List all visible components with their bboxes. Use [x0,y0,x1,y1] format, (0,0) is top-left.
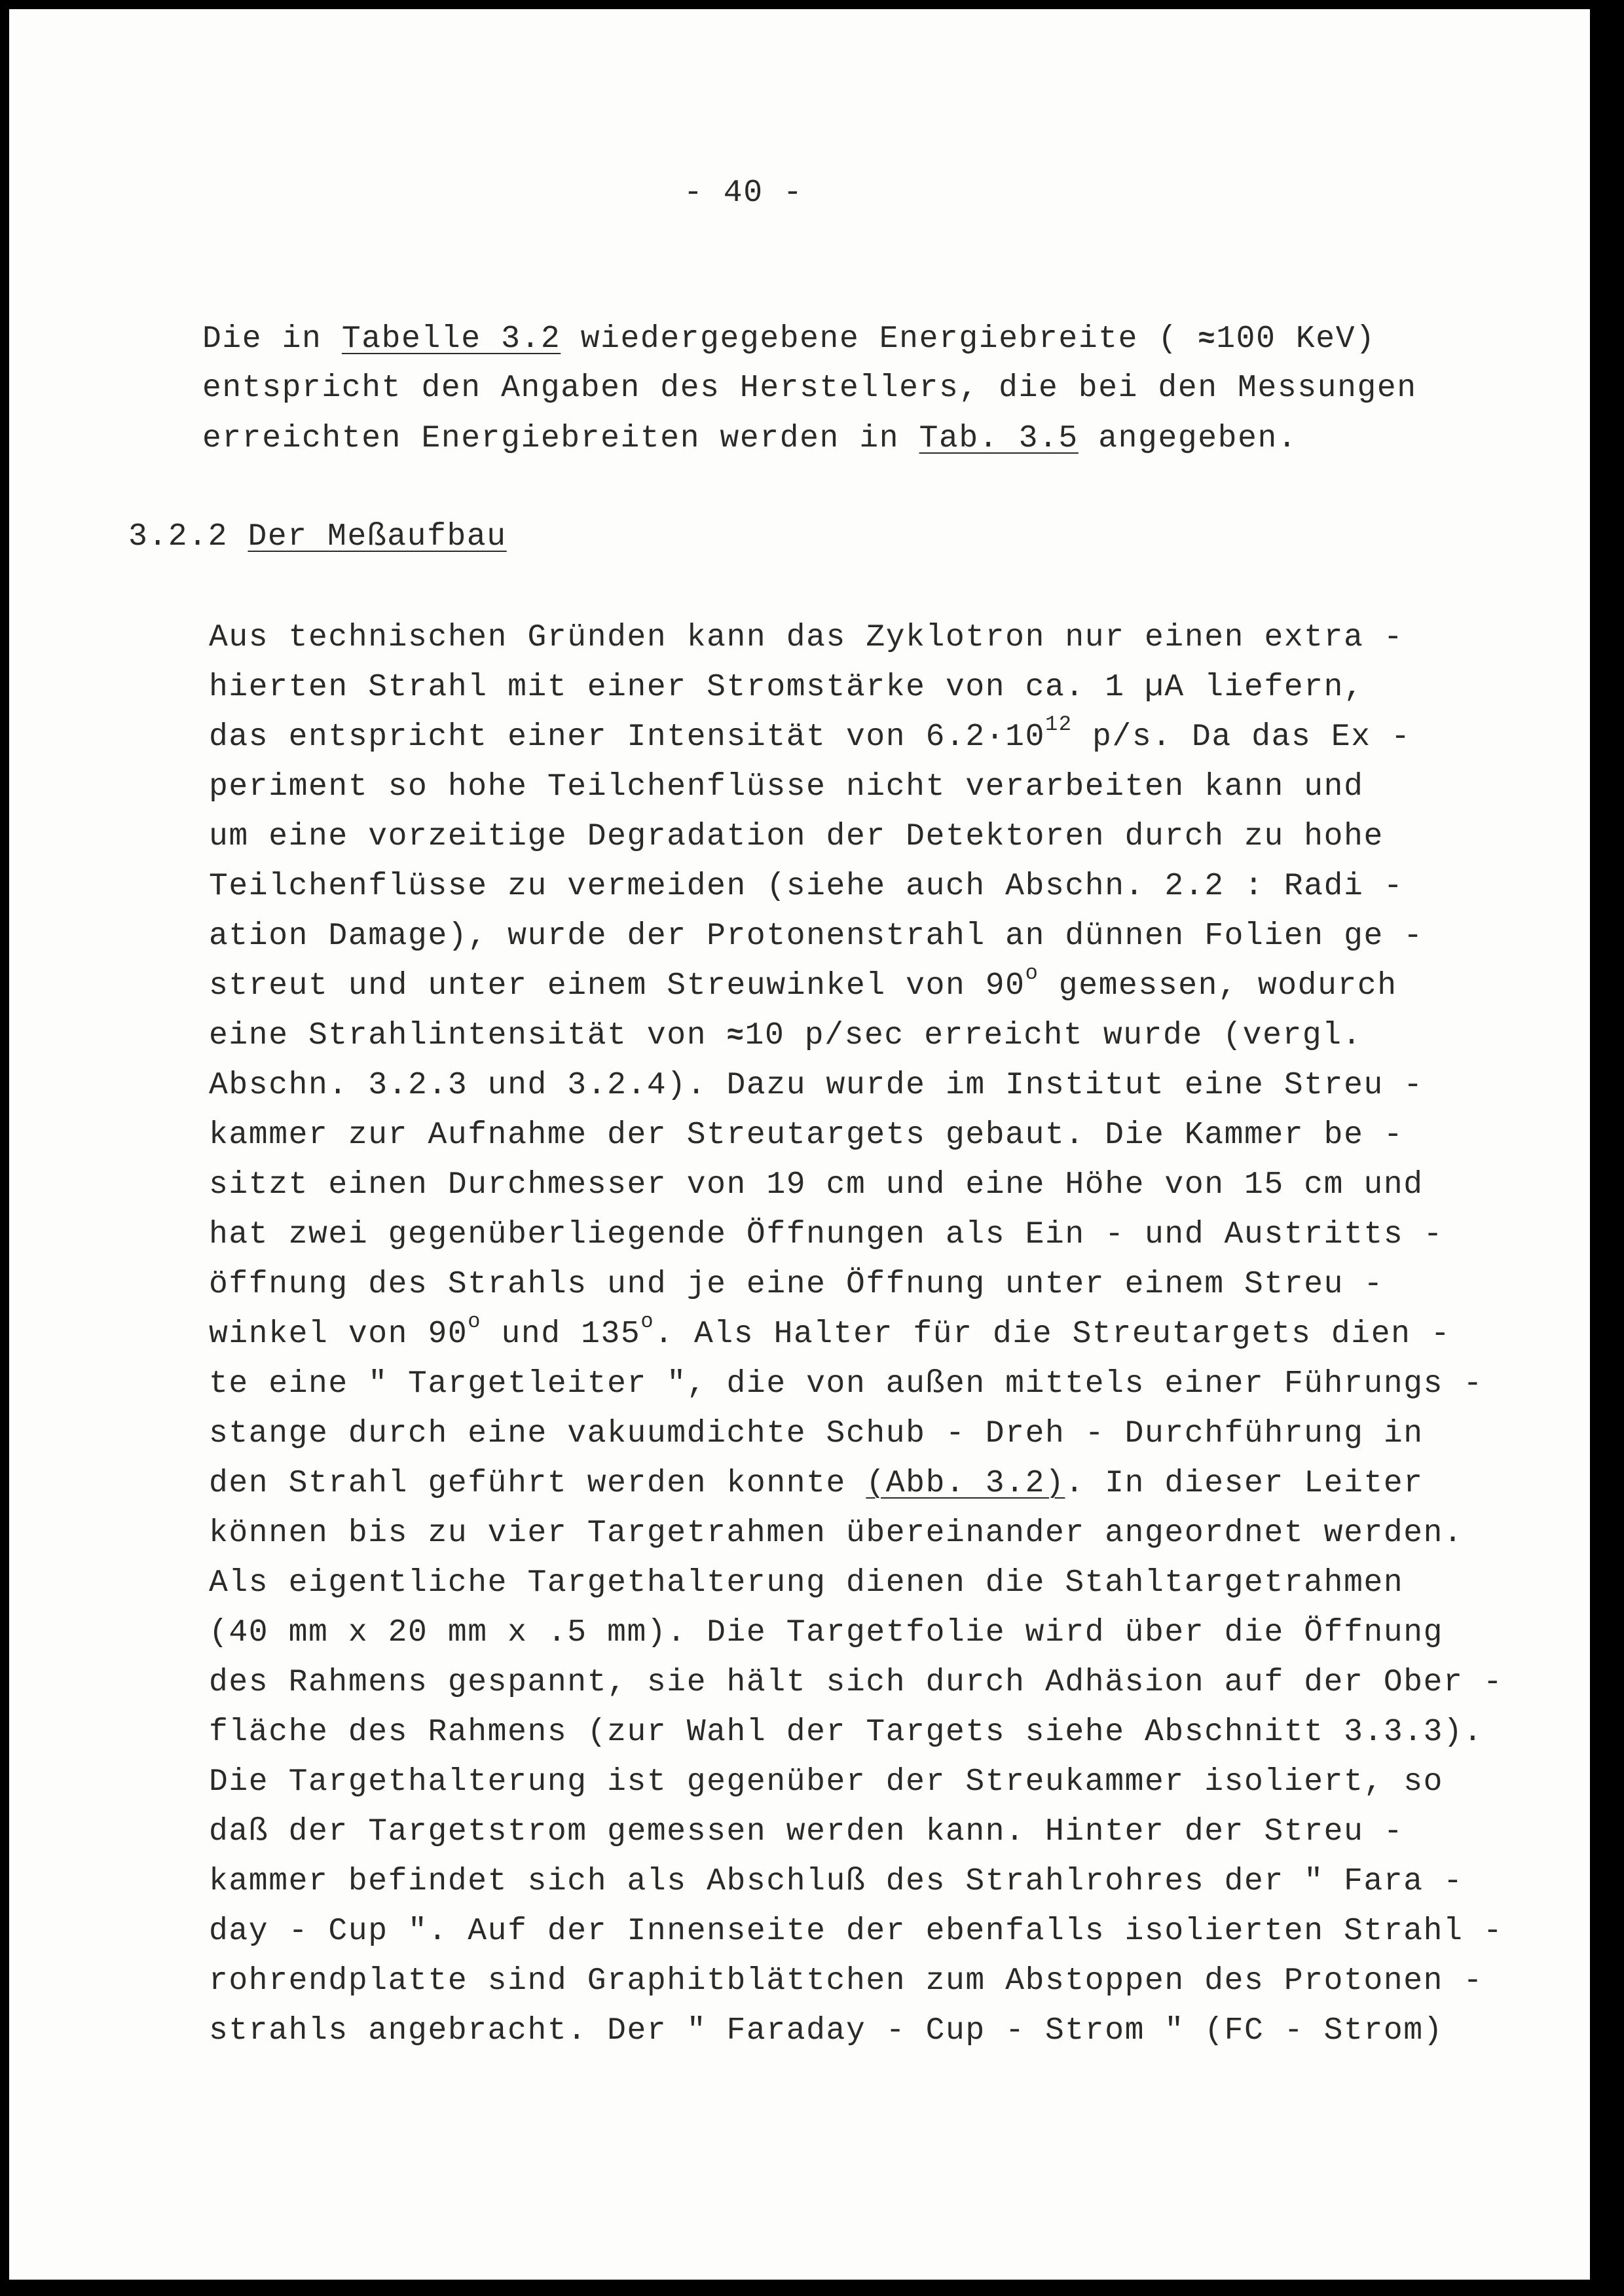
body-line: streut und unter einem Streuwinkel von 90$^o$ gemessen, wodurch [209,961,1397,1004]
body-line: Als eigentliche Targethalterung dienen die Stahltargetrahmen [209,1565,1404,1601]
body-line: fläche des Rahmens (zur Wahl der Targets siehe Abschnitt 3.3.3). [209,1715,1483,1750]
section-heading [128,520,507,554]
body-line: stange durch eine vakuumdichte Schub - Dreh - Durchführung in [209,1416,1424,1451]
body-line: können bis zu vier Targetrahmen übereinander angeordnet werden. [209,1516,1464,1551]
body-line: Die Targethalterung ist gegenüber der Streukammer isoliert, so [209,1764,1444,1800]
section-number: 3.2.2 [128,519,248,555]
superscript: o [640,1309,655,1334]
superscript: o [1025,961,1039,985]
figure-reference: (Abb. 3.2) [866,1466,1065,1501]
body-line: daß der Targetstrom gemessen werden kann. Hinter der Streu - [209,1814,1404,1850]
intro-line-2: entspricht den Angaben des Herstellers, die bei den Messungen [202,371,1417,406]
body-line: des Rahmens gespannt, sie hält sich durch Adhäsion auf der Ober - [209,1665,1504,1700]
page-number: - 40 - [684,175,803,211]
body-line: day - Cup ". Auf der Innenseite der ebenfalls isolierten Strahl - [209,1914,1504,1949]
body-line: ation Damage), wurde der Protonenstrahl an dünnen Folien ge - [209,919,1424,954]
body-line: Teilchenflüsse zu vermeiden (siehe auch Abschn. 2.2 : Radi - [209,869,1404,904]
approx-symbol: ≈ [1198,323,1217,356]
body-line: hat zwei gegenüberliegende Öffnungen als Ein - und Austritts - [209,1217,1444,1252]
body-line: eine Strahlintensität von ≈10 p/sec erreicht wurde (vergl. [209,1018,1363,1053]
body-line: Aus technischen Gründen kann das Zyklotron nur einen extra - [209,620,1404,655]
document-page [9,9,1590,2280]
body-line: das entspricht einer Intensität von $6.2\cdot 10^{12}$ p/s. Da das Ex - [209,712,1411,755]
approx-symbol: ≈ [726,1020,745,1053]
body-line: strahls angebracht. Der " Faraday - Cup - Strom " (FC - Strom) [209,2013,1444,2049]
body-line: kammer befindet sich als Abschluß des Strahlrohres der " Fara - [209,1864,1464,1899]
body-line: den Strahl geführt werden konnte (Abb. 3.2). In dieser Leiter [209,1466,1424,1501]
section-title: Der Meßaufbau [248,519,507,555]
body-line: hierten Strahl mit einer Stromstärke von ca. 1 µA liefern, [209,670,1364,705]
body-line: (40 mm x 20 mm x .5 mm). Die Targetfolie wird über die Öffnung [209,1615,1444,1650]
body-line: rohrendplatte sind Graphitblättchen zum Abstoppen des Protonen - [209,1963,1483,1999]
body-line: öffnung des Strahls und je eine Öffnung unter einem Streu - [209,1267,1384,1302]
body-line: winkel von 90$^o$ und 135$^o$. Als Halter für die Streutargets dien - [209,1309,1451,1352]
intro-line-3: erreichten Energiebreiten werden in Tab. 3.5 angegeben. [202,421,1298,456]
body-line: te eine " Targetleiter ", die von außen mittels einer Führungs - [209,1366,1483,1402]
intro-line-1: Die in Tabelle 3.2 wiedergegebene Energiebreite ( ≈100 KeV) [202,321,1376,357]
body-line: um eine vorzeitige Degradation der Detektoren durch zu hohe [209,819,1384,854]
body-line: Abschn. 3.2.3 und 3.2.4). Dazu wurde im Institut eine Streu - [209,1068,1424,1103]
body-line: kammer zur Aufnahme der Streutargets gebaut. Die Kammer be - [209,1118,1404,1153]
table-reference: Tabelle 3.2 [341,321,561,357]
superscript: o [468,1309,482,1334]
superscript: 12 [1045,712,1073,737]
table-reference: Tab. 3.5 [919,421,1079,456]
body-line: sitzt einen Durchmesser von 19 cm und eine Höhe von 15 cm und [209,1167,1424,1203]
body-line: periment so hohe Teilchenflüsse nicht verarbeiten kann und [209,769,1364,805]
